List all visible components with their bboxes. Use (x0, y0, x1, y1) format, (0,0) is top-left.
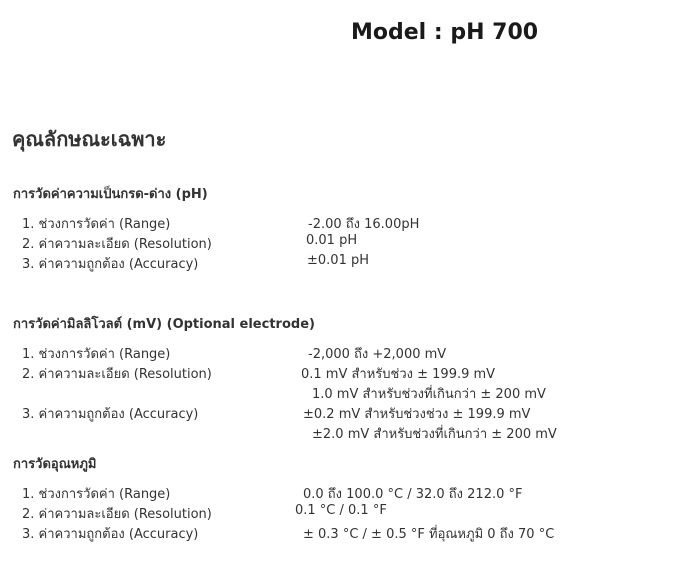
temp-range-label: 1. ช่วงการวัดค่า (Range) (22, 487, 171, 502)
temp-accuracy-value: ± 0.3 °C / ± 0.5 °F ที่อุณหภูมิ 0 ถึง 70 °C (303, 527, 555, 542)
section-title-temperature: การวัดอุณหภูมิ (13, 457, 97, 472)
ph-accuracy-value: ±0.01 pH (307, 253, 369, 268)
model-title: Model : pH 700 (351, 20, 539, 45)
mv-resolution-label: 2. ค่าความละเอียด (Resolution) (22, 367, 212, 382)
mv-range-value: -2,000 ถึง +2,000 mV (308, 347, 447, 362)
ph-resolution-value: 0.01 pH (306, 233, 358, 248)
temp-resolution-value: 0.1 °C / 0.1 °F (295, 503, 387, 518)
ph-resolution-label: 2. ค่าความละเอียด (Resolution) (22, 237, 212, 252)
temp-range-value: 0.0 ถึง 100.0 °C / 32.0 ถึง 212.0 °F (303, 487, 523, 502)
mv-resolution-value: 0.1 mV สำหรับช่วง ± 199.9 mV (301, 367, 496, 382)
mv-accuracy-value-2: ±2.0 mV สำหรับช่วงที่เกินกว่า ± 200 mV (312, 427, 557, 442)
temp-accuracy-label: 3. ค่าความถูกต้อง (Accuracy) (22, 527, 199, 542)
ph-accuracy-label: 3. ค่าความถูกต้อง (Accuracy) (22, 257, 199, 272)
ph-range-label: 1. ช่วงการวัดค่า (Range) (22, 217, 171, 232)
temp-resolution-label: 2. ค่าความละเอียด (Resolution) (22, 507, 212, 522)
section-title-ph: การวัดค่าความเป็นกรด-ด่าง (pH) (13, 187, 208, 202)
mv-resolution-value-2: 1.0 mV สำหรับช่วงที่เกินกว่า ± 200 mV (312, 387, 546, 402)
mv-accuracy-value: ±0.2 mV สำหรับช่วงช่วง ± 199.9 mV (303, 407, 531, 422)
section-title-mv: การวัดค่ามิลลิโวลต์ (mV) (Optional electrode) (13, 317, 315, 332)
mv-range-label: 1. ช่วงการวัดค่า (Range) (22, 347, 171, 362)
ph-range-value: -2.00 ถึง 16.00pH (308, 217, 420, 232)
spec-heading: คุณลักษณะเฉพาะ (12, 127, 167, 151)
mv-accuracy-label: 3. ค่าความถูกต้อง (Accuracy) (22, 407, 199, 422)
